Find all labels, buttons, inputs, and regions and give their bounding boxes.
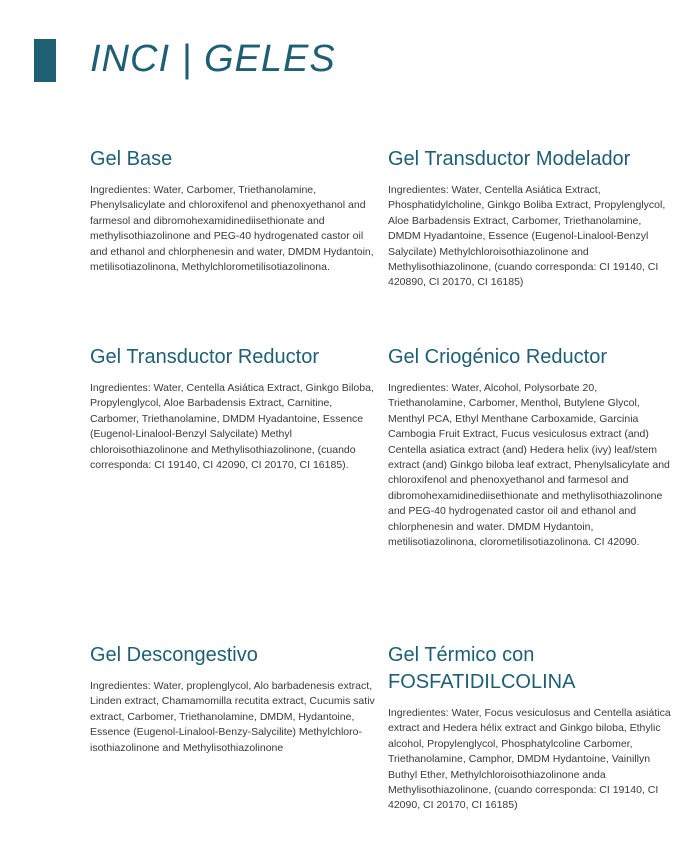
section-title: Gel Base <box>90 148 173 170</box>
section-gel-transductor-modelador <box>388 146 673 291</box>
section-gel-criogenico-reductor <box>388 344 673 550</box>
ingredients-text: Ingredientes: Water, Centella Asiática Extract, Phosphatidylcholine, Ginkgo Boliba Extract, Propylenglycol, Aloe Barbadensis Extract, Carbomer, Triethanolamine, DMDM Hyadantoine, Essence (Eugenol-Linalool-Benzyl Salycilate) Methylchloroisothiazolinone and Methylisothiazolinone, (cuando corresponda: CI 19140, CI 420890, CI 20170, CI 16185) <box>388 184 666 289</box>
ingredients-text: Ingredientes: Water, Carbomer, Triethanolamine, Phenylsalicylate and chloroxifenol and phenoxyethanol and farmesol and dibromohexamidinediisethionate and methylisothiazolinone and PEG-40 hydrogenated castor oil and ethanol and chlorphenesin and water, DMDM Hydantoin, metilisotiazolinona, Methylchlorometilisotiazolinona. <box>90 184 374 274</box>
section-title: Gel Criogénico Reductor <box>388 346 607 368</box>
section-gel-descongestivo <box>90 642 375 756</box>
title-accent-bar <box>34 39 56 82</box>
ingredients-text: Ingredientes: Water, Focus vesiculosus and Centella asiática extract and Hedera hélix extract and Ginkgo biloba, Ethylic alcohol, Propylenglycol, Phosphatylcoline Carbomer, Triethanolamine, Camphor, DMDM Hydantoine, Vainillyn Buthyl Ether, Methylchloroisothiazolinone anda Methylisothiazolinone, (cuando corresponda: CI 19140, CI 42090, CI 20170, CI 16185) <box>388 707 671 812</box>
ingredients-text: Ingredientes: Water, Centella Asiática Extract, Ginkgo Biloba, Propylenglycol, Aloe Barbadensis Extract, Carnitine, Carbomer, Triethanolamine, DMDM Hyadantoine, Essence (Eugenol-Linalool-Benzyl Salycilate) Methyl chloroisothiazolinone and Methylisothiazolinone, (cuando corresponda: CI 19140, CI 42090, CI 20170, CI 16185). <box>90 382 374 472</box>
section-gel-base <box>90 146 375 275</box>
section-title <box>388 642 673 696</box>
section-title: Gel Transductor Modelador <box>388 148 631 170</box>
ingredients-text: Ingredientes: Water, proplenglycol, Alo barbadenesis extract, Linden extract, Chamamomilla recutita extract, Cucumis sativ extract, Carbomer, Triethanolamine, DMDM, Hydantoine, Essence (Eugenol-Linalool-Benzy-Salycilite) Methylchloro-isothiazolinone and Methylisothiazolinone <box>90 680 375 754</box>
section-title-line2: FOSFATIDILCOLINA <box>388 671 576 693</box>
ingredients-text: Ingredientes: Water, Alcohol, Polysorbate 20, Triethanolamine, Carbomer, Menthol, Butylene Glycol, Menthyl PCA, Ethyl Menthane Carboxamide, Garcinia Cambogia Fruit Extract, Fucus vesiculosus extract (and) Centella asiatica extract (and) Hedera helix (ivy) leaf/stem extract (and) Ginkgo biloba leaf extract, Phenylsalicylate and chloroxifenol and phenoxyethanol and farmesol and dibromohexamidinediisethionate and methylisothiazolinone and PEG-40 hydrogenated castor oil and ethanol and chlorphenesin and water. DMDM Hydantoin, metilisotiazolinona, clorometilisotiazolinona. CI 42090. <box>388 382 670 549</box>
page-title: INCI | GELES <box>90 38 336 80</box>
section-title-line1: Gel Térmico con <box>388 644 535 666</box>
section-title: Gel Descongestivo <box>90 644 258 666</box>
section-gel-transductor-reductor <box>90 344 375 473</box>
section-title: Gel Transductor Reductor <box>90 346 319 368</box>
section-gel-termico <box>388 642 673 814</box>
